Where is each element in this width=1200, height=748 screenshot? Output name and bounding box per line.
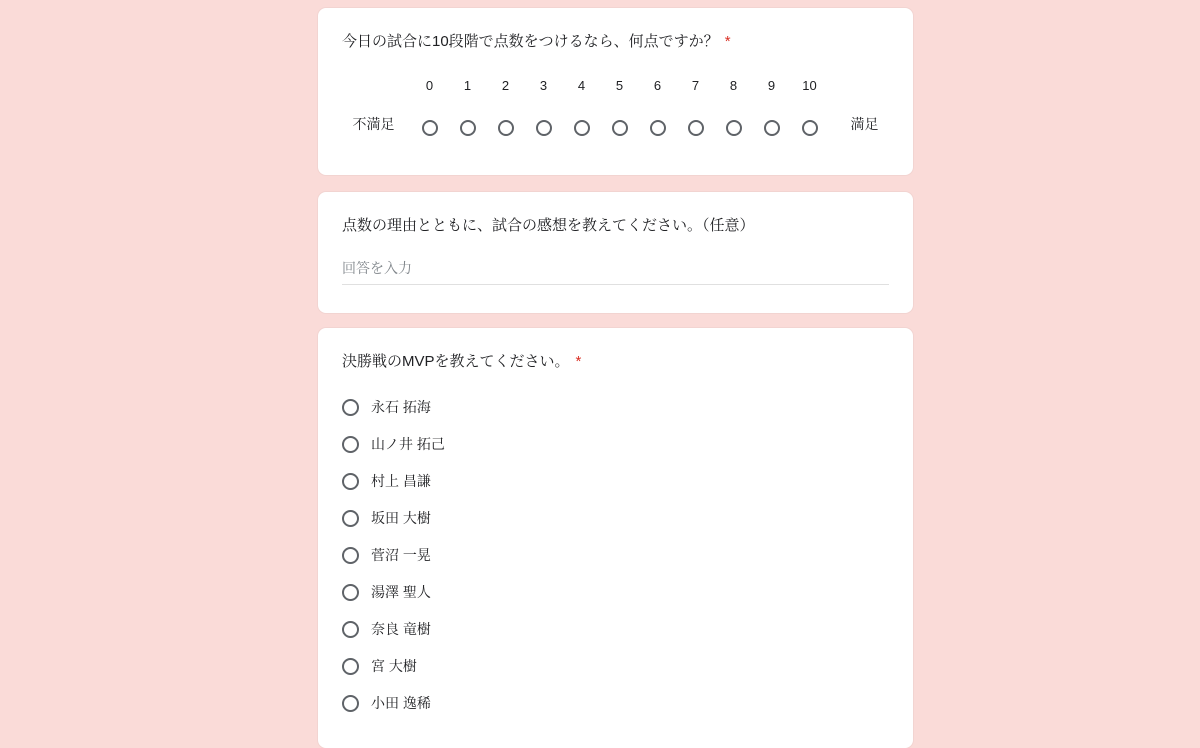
- mvp-options-list: [342, 396, 889, 714]
- scale-radio-8[interactable]: [726, 120, 742, 136]
- scale-columns: [411, 78, 829, 136]
- option-label: 村上 昌謙: [371, 473, 431, 489]
- scale-high-label: 満足: [850, 116, 879, 132]
- option-label: 湯澤 聖人: [371, 584, 431, 600]
- scale-column-7: [677, 78, 715, 136]
- required-asterisk: *: [575, 353, 582, 370]
- question-card-linear-scale: [318, 8, 913, 175]
- option-label: 菅沼 一晃: [371, 547, 431, 563]
- scale-value-label: 3: [539, 78, 548, 93]
- mvp-option-4[interactable]: [342, 544, 889, 566]
- scale-radio-5[interactable]: [612, 120, 628, 136]
- scale-value-label: 2: [501, 78, 510, 93]
- scale-radio-2[interactable]: [498, 120, 514, 136]
- option-label: 宮 大樹: [371, 658, 417, 674]
- scale-column-2: [487, 78, 525, 136]
- scale-radio-3[interactable]: [536, 120, 552, 136]
- scale-value-label: 4: [577, 78, 586, 93]
- scale-radio-4[interactable]: [574, 120, 590, 136]
- scale-value-label: 10: [802, 78, 817, 93]
- scale-radio-9[interactable]: [764, 120, 780, 136]
- scale-column-8: [715, 78, 753, 136]
- scale-value-label: 6: [653, 78, 662, 93]
- question-title: [342, 216, 889, 236]
- question-card-multiple-choice: [318, 328, 913, 748]
- scale-column-4: [563, 78, 601, 136]
- scale-value-label: 1: [463, 78, 472, 93]
- mvp-option-7[interactable]: [342, 655, 889, 677]
- mvp-option-3[interactable]: [342, 507, 889, 529]
- scale-column-5: [601, 78, 639, 136]
- scale-radio-7[interactable]: [688, 120, 704, 136]
- mvp-option-6[interactable]: [342, 618, 889, 640]
- form-column: [318, 0, 913, 748]
- mvp-option-2[interactable]: [342, 470, 889, 492]
- scale-column-3: [525, 78, 563, 136]
- scale-radio-1[interactable]: [460, 120, 476, 136]
- radio-icon[interactable]: [342, 695, 359, 712]
- mvp-option-0[interactable]: [342, 396, 889, 418]
- radio-icon[interactable]: [342, 473, 359, 490]
- scale-radio-10[interactable]: [802, 120, 818, 136]
- radio-icon[interactable]: [342, 399, 359, 416]
- answer-text-input[interactable]: [342, 260, 889, 285]
- radio-icon[interactable]: [342, 658, 359, 675]
- scale-value-label: 7: [691, 78, 700, 93]
- scale-column-10: [791, 78, 829, 136]
- question-title-text: 点数の理由とともに、試合の感想を教えてください。（任意）: [342, 217, 755, 234]
- radio-icon[interactable]: [342, 584, 359, 601]
- scale-radio-6[interactable]: [650, 120, 666, 136]
- option-label: 山ノ井 拓己: [371, 436, 445, 452]
- required-asterisk: *: [724, 33, 731, 50]
- question-title: [342, 32, 889, 52]
- option-label: 奈良 竜樹: [371, 621, 431, 637]
- scale-column-1: [449, 78, 487, 136]
- scale-value-label: 5: [615, 78, 624, 93]
- question-title-text: 今日の試合に10段階で点数をつけるなら、何点ですか？: [342, 33, 719, 50]
- option-label: 坂田 大樹: [371, 510, 431, 526]
- radio-icon[interactable]: [342, 621, 359, 638]
- scale-radio-0[interactable]: [422, 120, 438, 136]
- radio-icon[interactable]: [342, 436, 359, 453]
- mvp-option-1[interactable]: [342, 433, 889, 455]
- scale-column-6: [639, 78, 677, 136]
- scale-low-label: 不満足: [352, 116, 395, 132]
- question-title-text: 決勝戦のMVPを教えてください。: [342, 353, 570, 370]
- scale-column-9: [753, 78, 791, 136]
- option-label: 小田 逸稀: [371, 695, 431, 711]
- radio-icon[interactable]: [342, 547, 359, 564]
- scale-value-label: 0: [425, 78, 434, 93]
- radio-icon[interactable]: [342, 510, 359, 527]
- scale-value-label: 8: [729, 78, 738, 93]
- scale-column-0: [411, 78, 449, 136]
- question-title: [342, 352, 889, 372]
- option-label: 永石 拓海: [371, 399, 431, 415]
- mvp-option-5[interactable]: [342, 581, 889, 603]
- question-card-short-text: [318, 192, 913, 313]
- scale-value-label: 9: [767, 78, 776, 93]
- linear-scale: [342, 78, 889, 136]
